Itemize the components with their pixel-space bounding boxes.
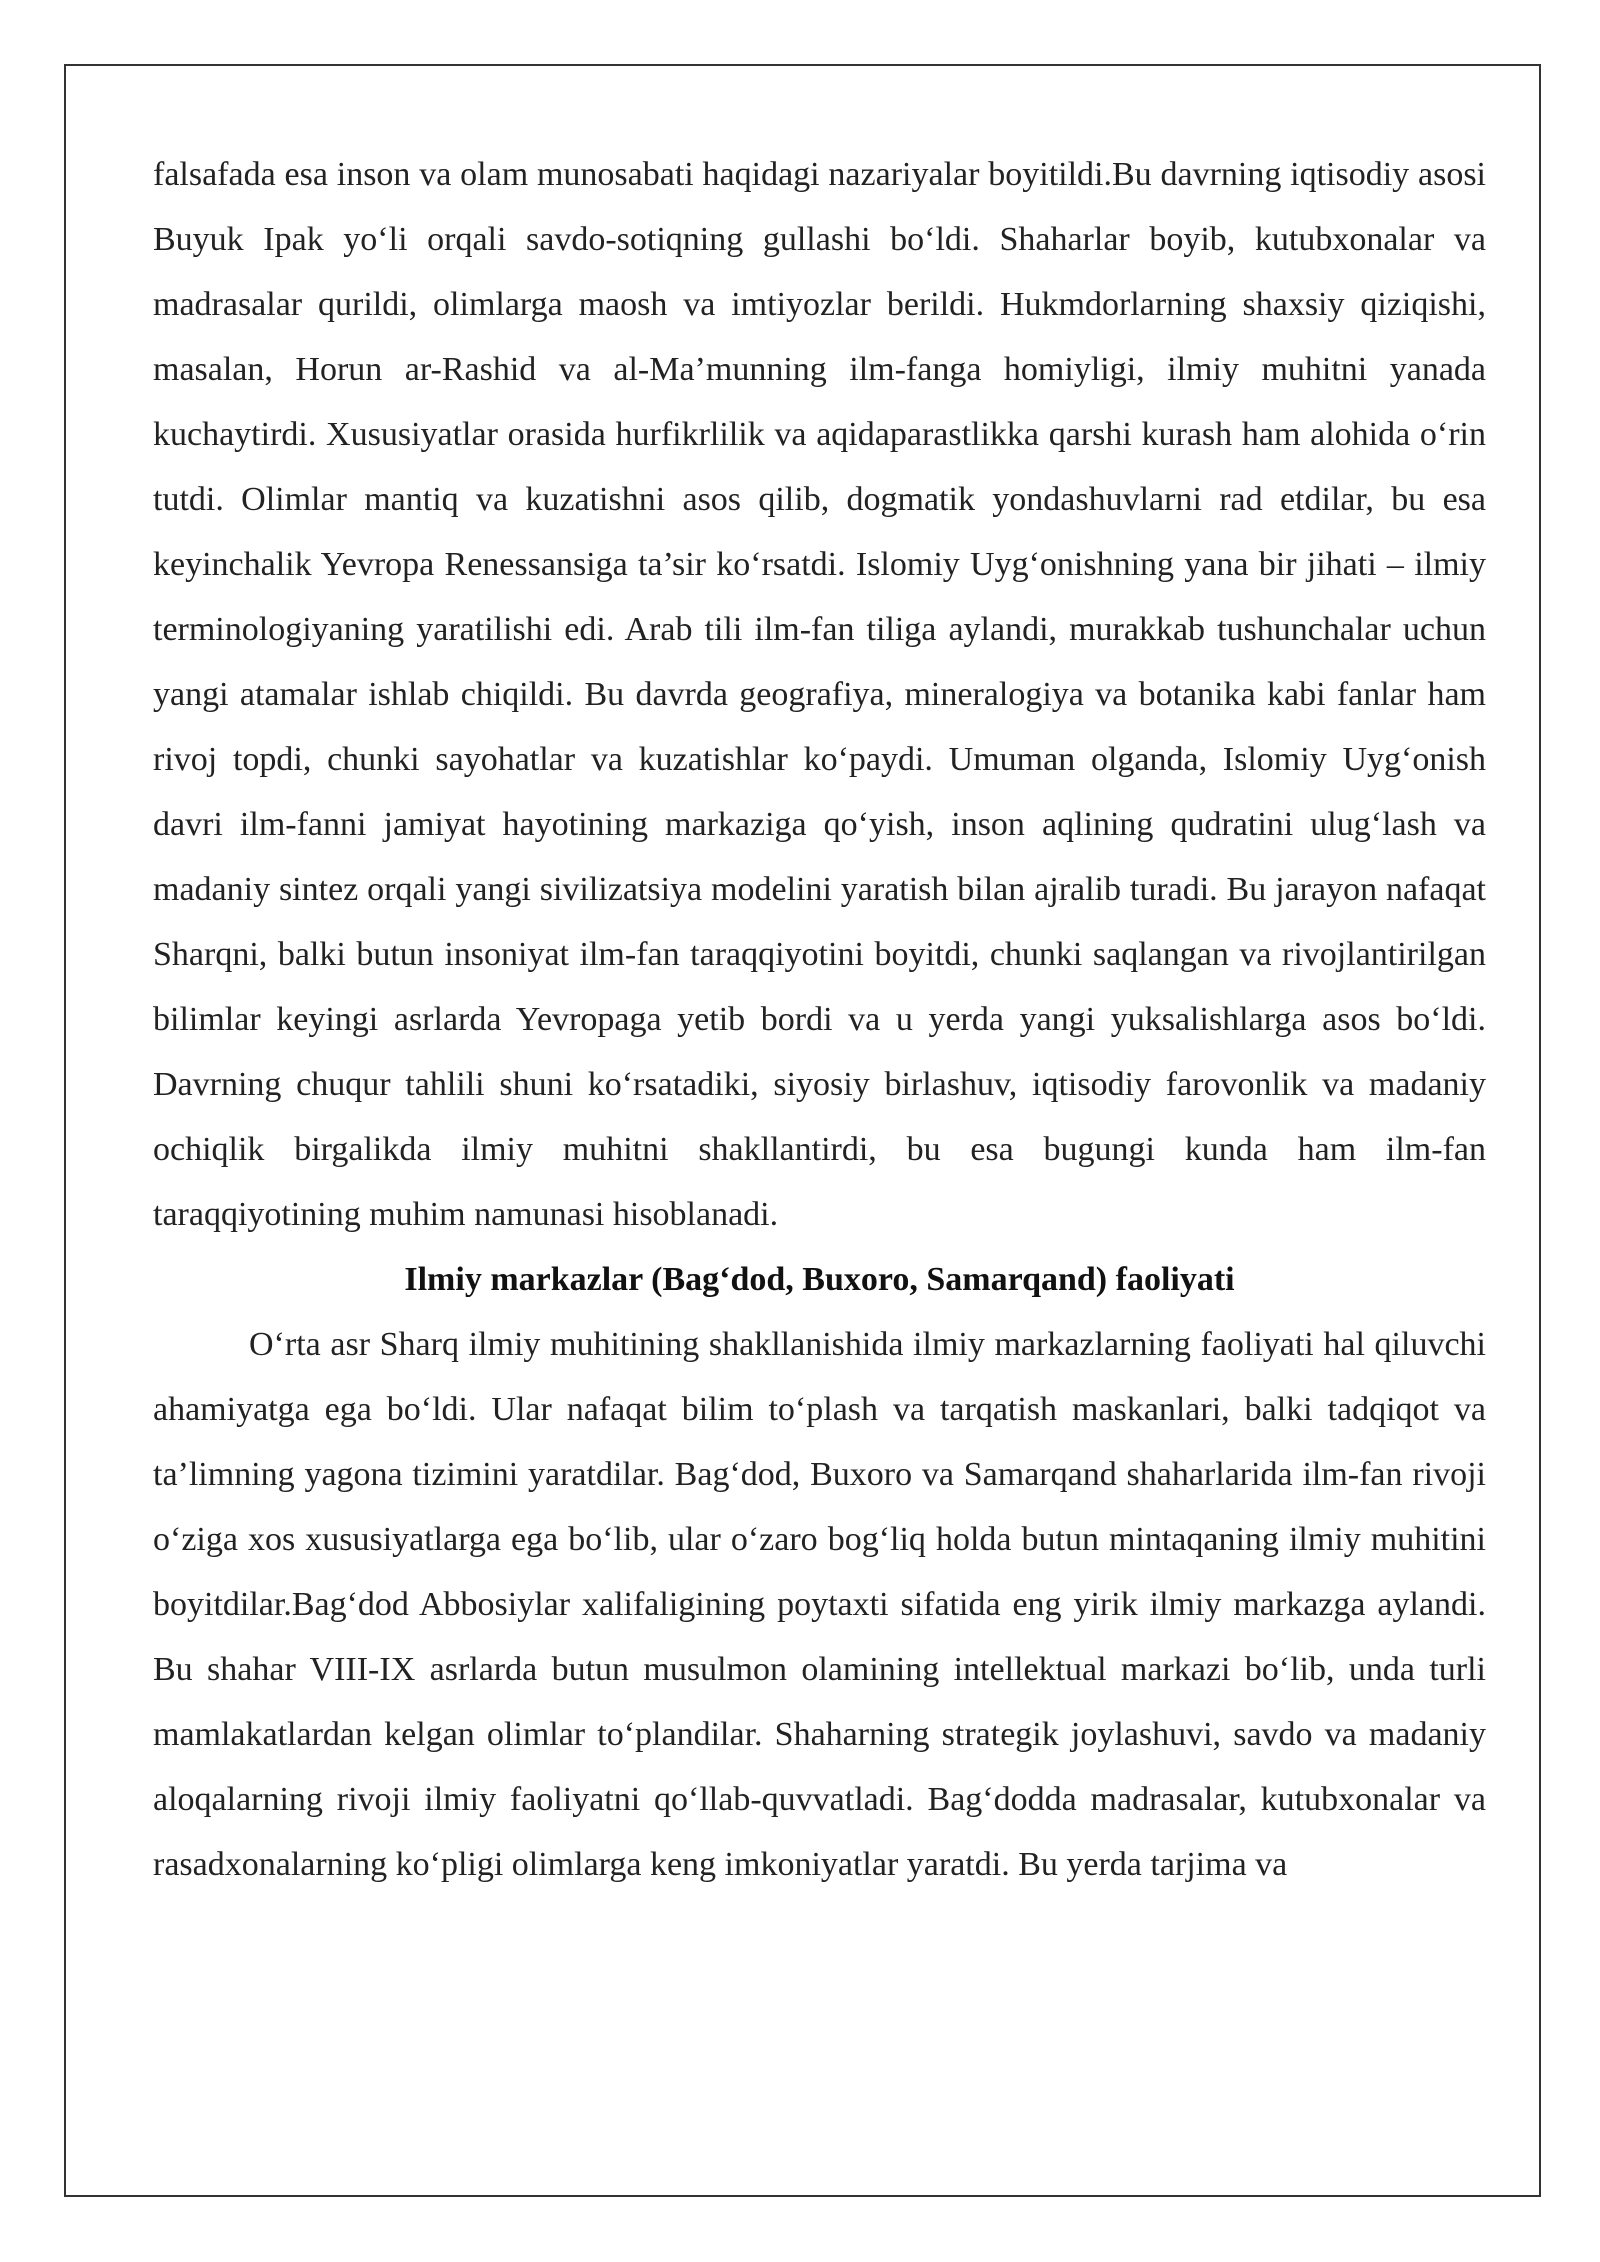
body-paragraph-2: O‘rta asr Sharq ilmiy muhitining shakllanishida ilmiy markazlarning faoliyati hal qiluvchi ahamiyatga ega bo‘ldi. Ular nafaqat bilim to‘plash va tarqatish maskanlari, balki tadqiqot va ta’limning yagona tizimini yaratdilar. Bag‘dod, Buxoro va Samarqand shaharlarida ilm-fan rivoji o‘ziga xos xususiyatlarga ega bo‘lib, ular o‘zaro bog‘liq holda butun mintaqaning ilmiy muhitini boyitdilar.Bag‘dod Abbosiylar xalifaligining poytaxti sifatida eng yirik ilmiy markazga aylandi. Bu shahar VIII-IX asrlarda butun musulmon olamining intellektual markazi bo‘lib, unda turli mamlakatlardan kelgan olimlar to‘plandilar. Shaharning strategik joylashuvi, savdo va madaniy aloqalarning rivoji ilmiy faoliyatni qo‘llab-quvvatladi. Bag‘dodda madrasalar, kutubxonalar va rasadxonalarning ko‘pligi olimlarga keng imkoniyatlar yaratdi. Bu yerda tarjima va xyxy=(153,1326,1486,1883)
document-body xyxy=(153,142,1486,1897)
section-heading: Ilmiy markazlar (Bag‘dod, Buxoro, Samarqand) faoliyati xyxy=(404,1261,1235,1298)
body-paragraph-1: falsafada esa inson va olam munosabati haqidagi nazariyalar boyitildi.Bu davrning iqtisodiy asosi Buyuk Ipak yo‘li orqali savdo-sotiqning gullashi bo‘ldi. Shaharlar boyib, kutubxonalar va madrasalar qurildi, olimlarga maosh va imtiyozlar berildi. Hukmdorlarning shaxsiy qiziqishi, masalan, Horun ar-Rashid va al-Ma’munning ilm-fanga homiyligi, ilmiy muhitni yanada kuchaytirdi. Xususiyatlar orasida hurfikrlilik va aqidaparastlikka qarshi kurash ham alohida o‘rin tutdi. Olimlar mantiq va kuzatishni asos qilib, dogmatik yondashuvlarni rad etdilar, bu esa keyinchalik Yevropa Renessansiga ta’sir ko‘rsatdi. Islomiy Uyg‘onishning yana bir jihati – ilmiy terminologiyaning yaratilishi edi. Arab tili ilm-fan tiliga aylandi, murakkab tushunchalar uchun yangi atamalar ishlab chiqildi. Bu davrda geografiya, mineralogiya va botanika kabi fanlar ham rivoj topdi, chunki sayohatlar va kuzatishlar ko‘paydi. Umuman olganda, Islomiy Uyg‘onish davri ilm-fanni jamiyat hayotining markaziga qo‘yish, inson aqlining qudratini ulug‘lash va madaniy sintez orqali yangi sivilizatsiya modelini yaratish bilan ajralib turadi. Bu jarayon nafaqat Sharqni, balki butun insoniyat ilm-fan taraqqiyotini boyitdi, chunki saqlangan va rivojlantirilgan bilimlar keyingi asrlarda Yevropaga yetib bordi va u yerda yangi yuksalishlarga asos bo‘ldi. Davrning chuqur tahlili shuni ko‘rsatadiki, siyosiy birlashuv, iqtisodiy farovonlik va madaniy ochiqlik birgalikda ilmiy muhitni shakllantirdi, bu esa bugungi kunda ham ilm-fan taraqqiyotining muhim namunasi hisoblanadi. xyxy=(153,156,1486,1233)
